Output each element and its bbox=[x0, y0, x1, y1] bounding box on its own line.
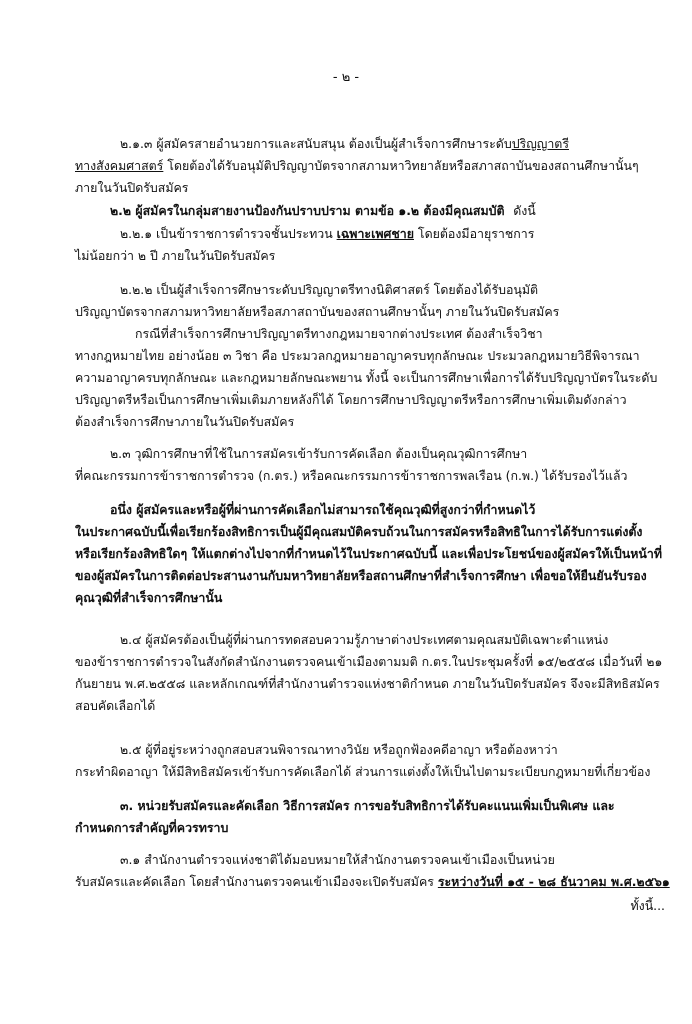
para-222-line6: ปริญญาตรีหรือเป็นการศึกษาเพิ่มเติมภายหลังก็ได้ โดยการศึกษาปริญญาตรีหรือการศึกษาเพิ่มเติมดังกล่าว bbox=[75, 392, 627, 407]
para-31-line2 bbox=[75, 874, 670, 890]
section-3-heading-line1: ๓. หน่วยรับสมัครและคัดเลือก วิธีการสมัคร การขอรับสิทธิการได้รับคะแนนเพิ่มเป็นพิเศษ และ bbox=[120, 798, 615, 813]
para-222-line5: ความอาญาครบทุกลักษณะ และกฎหมายลักษณะพยาน ทั้งนี้ จะเป็นการศึกษาเพื่อการได้รับปริญญาบัตรในระดับ bbox=[75, 370, 658, 385]
para-221-underlined-male: เฉพาะเพศชาย bbox=[336, 226, 414, 241]
note-line2: ในประกาศฉบับนี้เพื่อเรียกร้องสิทธิการเป็นผู้มีคุณสมบัติครบถ้วนในการสมัครหรือสิทธิในการได้รับการแต่งตั้ง bbox=[75, 524, 643, 539]
para-31-text: รับสมัครและคัดเลือก โดยสำนักงานตรวจคนเข้าเมืองจะเปิดรับสมัคร bbox=[75, 874, 438, 889]
para-24-line1: ๒.๔ ผู้สมัครต้องเป็นผู้ที่ผ่านการทดสอบความรู้ภาษาต่างประเทศตามคุณสมบัติเฉพาะตำแหน่ง bbox=[120, 632, 609, 647]
continuation-text: ทั้งนี้... bbox=[630, 898, 665, 913]
para-24-line4: สอบคัดเลือกได้ bbox=[75, 698, 156, 713]
para-213-underlined-field: ทางสังคมศาสตร์ bbox=[75, 158, 164, 173]
para-213-line2 bbox=[75, 158, 665, 174]
para-31-line1: ๓.๑ สำนักงานตำรวจแห่งชาติได้มอบหมายให้สำนักงานตรวจคนเข้าเมืองเป็นหน่วย bbox=[120, 852, 555, 867]
para-213-text: ๒.๑.๓ ผู้สมัครสายอำนวยการและสนับสนุน ต้องเป็นผู้สำเร็จการศึกษาระดับ bbox=[120, 136, 512, 151]
para-23-line2: ที่คณะกรรมการข้าราชการตำรวจ (ก.ตร.) หรือคณะกรรมการข้าราชการพลเรือน (ก.พ.) ได้รับรองไว้แล้ว bbox=[75, 468, 628, 483]
para-25-line2: กระทำผิดอาญา ให้มีสิทธิสมัครเข้ารับการคัดเลือกได้ ส่วนการแต่งตั้งให้เป็นไปตามระเบียบกฎหมายที่เกี่ยวข้อง bbox=[75, 764, 651, 779]
note-line4: ของผู้สมัครในการติดต่อประสานงานกับมหาวิทยาลัยหรือสถานศึกษาที่สำเร็จการศึกษา เพื่อขอให้ยืนยันรับรอง bbox=[75, 568, 647, 583]
para-25-line1: ๒.๕ ผู้ที่อยู่ระหว่างถูกสอบสวนพิจารณาทางวินัย หรือถูกฟ้องคดีอาญา หรือต้องหาว่า bbox=[120, 742, 558, 757]
para-222-line4: ทางกฎหมายไทย อย่างน้อย ๓ วิชา คือ ประมวลกฎหมายอาญาครบทุกลักษณะ ประมวลกฎหมายวิธีพิจารณา bbox=[75, 348, 640, 363]
note-line1: อนึ่ง ผู้สมัครและหรือผู้ที่ผ่านการคัดเลือกไม่สามารถใช้คุณวุฒิที่สูงกว่าที่กำหนดไว้ bbox=[110, 502, 536, 517]
para-222-line1: ๒.๒.๒ เป็นผู้สำเร็จการศึกษาระดับปริญญาตรีทางนิติศาสตร์ โดยต้องได้รับอนุมัติ bbox=[120, 282, 539, 297]
para-222-line7: ต้องสำเร็จการศึกษาภายในวันปิดรับสมัคร bbox=[75, 414, 295, 429]
section-22-heading bbox=[110, 203, 665, 219]
para-213-line3: ภายในวันปิดรับสมัคร bbox=[75, 180, 189, 195]
section-22-heading-text: ๒.๒ ผู้สมัครในกลุ่มสายงานป้องกันปราบปราม ตามข้อ ๑.๒ ต้องมีคุณสมบัติ bbox=[110, 203, 505, 218]
para-213-underlined-degree: ปริญญาตรี bbox=[511, 136, 569, 151]
para-222-line3: กรณีที่สำเร็จการศึกษาปริญญาตรีทางกฎหมายจากต่างประเทศ ต้องสำเร็จวิชา bbox=[135, 326, 543, 341]
para-221-line2: ไม่น้อยกว่า ๒ ปี ภายในวันปิดรับสมัคร bbox=[75, 248, 276, 263]
para-23-line1: ๒.๓ วุฒิการศึกษาที่ใช้ในการสมัครเข้ารับการคัดเลือก ต้องเป็นคุณวุฒิการศึกษา bbox=[110, 446, 528, 461]
note-line5: คุณวุฒิที่สำเร็จการศึกษานั้น bbox=[75, 590, 223, 605]
para-213-text-2: โดยต้องได้รับอนุมัติปริญญาบัตรจากสภามหาวิทยาลัยหรือสภาสถาบันของสถานศึกษานั้นๆ bbox=[163, 158, 639, 173]
para-31-application-period: ระหว่างวันที่ ๑๕ - ๒๘ ธันวาคม พ.ศ.๒๕๖๑ bbox=[437, 874, 670, 889]
para-213-line1 bbox=[120, 136, 665, 152]
para-221-text: ๒.๒.๑ เป็นข้าราชการตำรวจชั้นประทวน bbox=[120, 226, 337, 241]
para-222-line2: ปริญญาบัตรจากสภามหาวิทยาลัยหรือสภาสถาบันของสถานศึกษานั้นๆ ภายในวันปิดรับสมัคร bbox=[75, 304, 560, 319]
section-3-heading-line2: กำหนดการสำคัญที่ควรทราบ bbox=[75, 820, 229, 835]
para-24-line2: ของข้าราชการตำรวจในสังกัดสำนักงานตรวจคนเข้าเมืองตามมติ ก.ตร.ในประชุมครั้งที่ ๑๕/๒๕๕๘ เมื่อวันที่ ๒๑ bbox=[75, 654, 663, 669]
para-221-text-2: โดยต้องมีอายุราชการ bbox=[413, 226, 535, 241]
section-22-heading-tail: ดังนี้ bbox=[513, 203, 536, 218]
note-line3: หรือเรียกร้องสิทธิใดๆ ให้แตกต่างไปจากที่กำหนดไว้ในประกาศฉบับนี้ และเพื่อประโยชน์ของผู้สมัครให้เป็นหน้าที่ bbox=[75, 546, 663, 561]
para-221-line1 bbox=[120, 226, 665, 242]
para-24-line3: กันยายน พ.ศ.๒๕๕๘ และหลักเกณฑ์ที่สำนักงานตำรวจแห่งชาติกำหนด ภายในวันปิดรับสมัคร จึงจะมีสิทธิสมัคร bbox=[75, 676, 660, 691]
page-number: - ๒ - bbox=[332, 70, 360, 85]
